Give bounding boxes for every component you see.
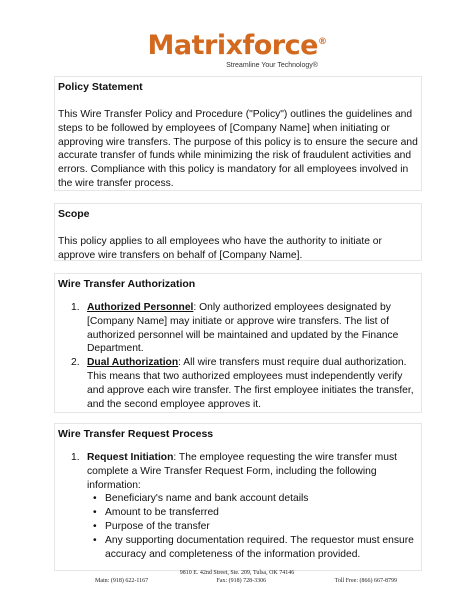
policy-text: This Wire Transfer Policy and Procedure ("Policy") outlines the guidelines and steps to be followed by employees of [Company Name] when initiating or approving wire transfers. The purpose of this policy is to ensure the secure and accurate transfer of funds while minimizing the risk of fraudulent activities and errors. Compliance with this policy is mandatory for all employees involved in the wire transfer process. bbox=[58, 109, 418, 189]
bullet-icon: • bbox=[93, 507, 97, 519]
authorization-section bbox=[54, 273, 422, 413]
footer-main-phone: Main: (918) 622-1167 bbox=[95, 578, 149, 584]
footer-fax: Fax: (918) 728-3306 bbox=[216, 578, 267, 584]
document-body bbox=[54, 76, 422, 571]
request-list bbox=[58, 451, 418, 561]
scope-heading: Scope bbox=[58, 208, 90, 220]
policy-heading: Policy Statement bbox=[58, 81, 143, 93]
bullet-icon: • bbox=[93, 493, 97, 505]
logo-registered-mark: ® bbox=[317, 37, 327, 47]
item-term: Dual Authorization bbox=[87, 357, 179, 369]
authorization-list bbox=[58, 301, 418, 411]
footer-tollfree: Toll Free: (866) 667-8799 bbox=[334, 578, 397, 584]
bullet-icon: • bbox=[93, 534, 97, 546]
request-heading: Wire Transfer Request Process bbox=[58, 428, 214, 440]
request-item bbox=[58, 451, 418, 561]
logo-tagline: Streamline Your Technology® bbox=[226, 62, 318, 69]
request-process-section bbox=[54, 423, 422, 571]
detail-item: • Amount to be transferred bbox=[93, 507, 219, 519]
item-text: : The employee requesting the wire transfer must complete a Wire Transfer Request Form, including the following information: bbox=[87, 452, 397, 491]
item-term: Request Initiation bbox=[87, 452, 174, 463]
footer-address: 9810 E. 42nd Street, Ste. 209, Tulsa, OK 74146 bbox=[179, 570, 295, 576]
bullet-icon: • bbox=[93, 520, 97, 532]
authorization-heading: Wire Transfer Authorization bbox=[58, 278, 196, 290]
page-footer bbox=[0, 570, 474, 584]
item-text: : Only authorized employees designated by [Company Name] may initiate or approve wire transfers. The list of authorized personnel will be maintained and updated by the Finance Department. bbox=[87, 302, 399, 355]
item-number: 1. bbox=[71, 452, 80, 463]
policy-statement-section bbox=[54, 76, 422, 191]
footer-phones bbox=[0, 578, 474, 584]
company-logo bbox=[0, 27, 474, 69]
item-text: : All wire transfers must require dual authorization. This means that two authorized employees must independently verify and approve each wire transfer. The first employee initiates the transfer, and the second employee approves it. bbox=[87, 357, 414, 410]
detail-item: • Any supporting documentation required. The requestor must ensure accuracy and completeness of the information provided. bbox=[93, 534, 414, 560]
item-term: Authorized Personnel bbox=[87, 302, 194, 313]
logo-name: Matrixforce bbox=[147, 30, 318, 61]
detail-item: • Beneficiary's name and bank account details bbox=[93, 493, 309, 505]
item-number: 2. bbox=[71, 357, 80, 369]
authorization-item bbox=[58, 356, 418, 411]
item-number: 1. bbox=[71, 302, 80, 313]
scope-text: This policy applies to all employees who have the authority to initiate or approve wire transfers on behalf of [Company Name]. bbox=[58, 236, 382, 261]
authorization-item bbox=[58, 301, 418, 356]
scope-section bbox=[54, 203, 422, 261]
detail-item: • Purpose of the transfer bbox=[93, 520, 210, 532]
request-details-list bbox=[87, 492, 418, 561]
